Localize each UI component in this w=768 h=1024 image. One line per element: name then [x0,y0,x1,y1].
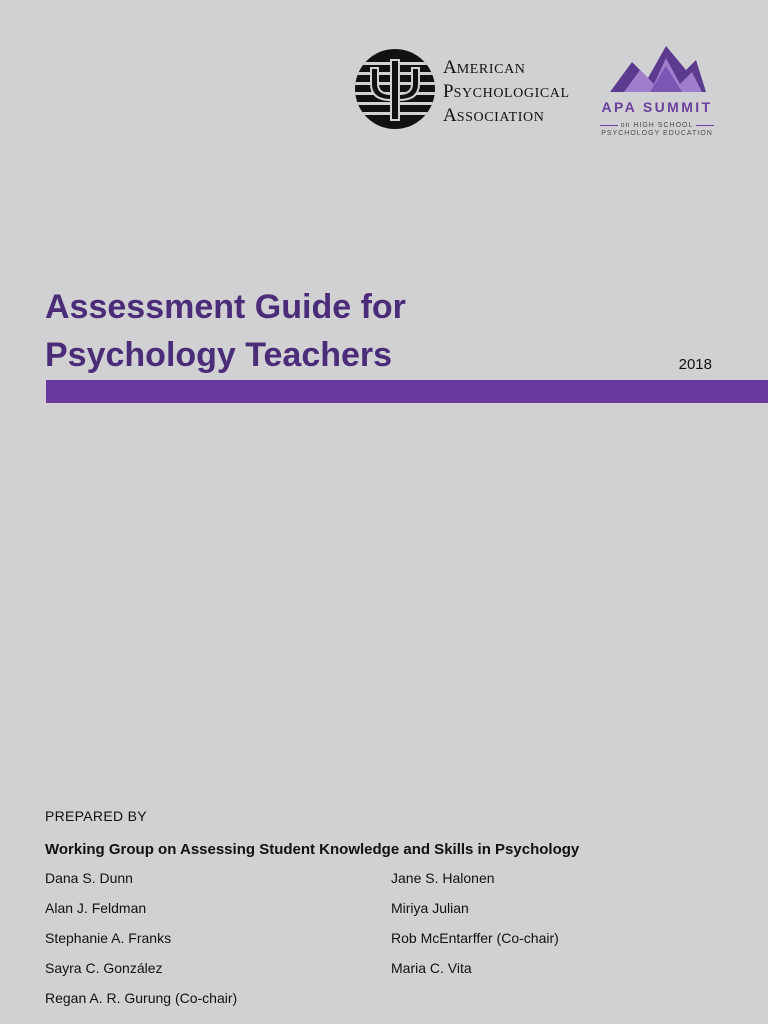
document-title [45,283,605,379]
title-accent-bar [46,380,768,403]
members-list-left [45,869,237,1019]
apa-wordmark-line: PSYCHOLOGICAL [443,81,570,102]
apa-psi-seal-icon [354,48,436,130]
apa-logo [354,48,584,132]
member-name: Miriya Julian [391,900,469,916]
member-name: Stephanie A. Franks [45,930,172,946]
summit-title: APA SUMMIT [601,99,713,115]
summit-rule [696,125,714,126]
mountain-icon [610,44,706,94]
apa-wordmark-line: AMERICAN [443,57,526,78]
member-name: Regan A. R. Gurung (Co-chair) [45,990,238,1006]
document-title-line: Assessment Guide for [45,288,406,326]
summit-rule [600,125,618,126]
prepared-by-label: PREPARED BY [45,808,147,824]
working-group-name: Working Group on Assessing Student Knowledge and Skills in Psychology [45,841,580,858]
summit-on-label: on HIGH SCHOOL [620,121,694,129]
summit-subtitle: PSYCHOLOGY EDUCATION [601,130,713,137]
members-list-right [391,869,559,989]
summit-on-row [600,120,714,130]
apa-wordmark [443,56,583,128]
member-name: Alan J. Feldman [45,900,147,916]
apa-wordmark-line: ASSOCIATION [443,105,545,126]
member-name: Dana S. Dunn [45,870,133,886]
member-name: Maria C. Vita [391,960,472,976]
member-name: Rob McEntarffer (Co-chair) [391,930,559,946]
apa-summit-logo [598,44,718,140]
publication-year: 2018 [678,356,712,373]
document-title-line: Psychology Teachers [45,336,393,374]
member-name: Sayra C. González [45,960,163,976]
member-name: Jane S. Halonen [391,870,495,886]
